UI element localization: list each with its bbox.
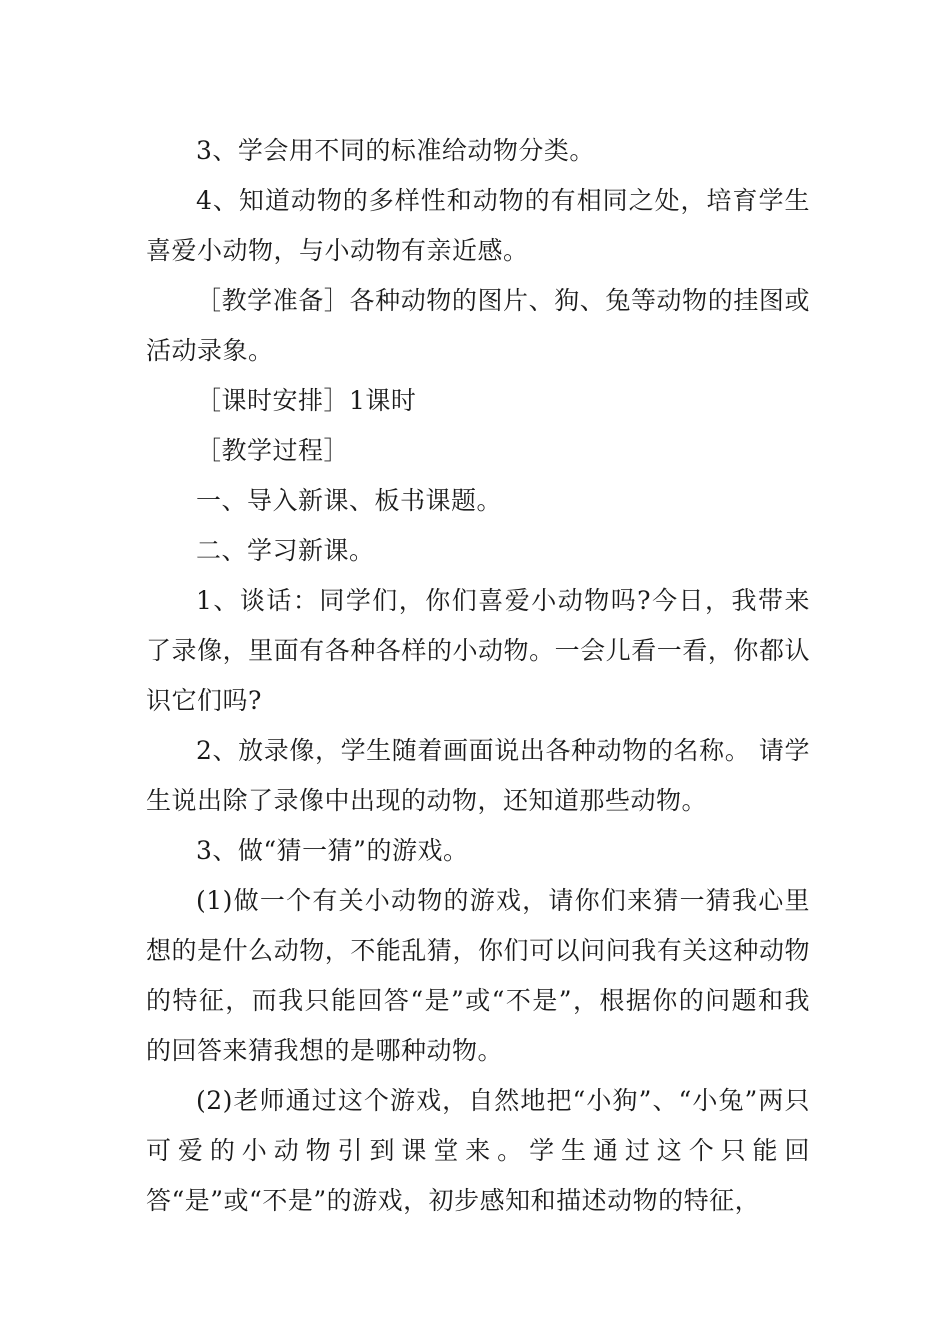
paragraph-teaching-process-heading: ［教学过程］ [196,436,350,465]
document-body [146,126,810,1226]
paragraph-game-2: (2)老师通过这个游戏，自然地把“小狗”、“小兔”两只可爱的小动物引到课堂来。学生通过这个只能回答“是”或“不是”的游戏，初步感知和描述动物的特征， [146,1086,810,1215]
paragraph-step-1: 1、谈话：同学们，你们喜爱小动物吗?今日，我带来了录像，里面有各种各样的小动物。一会儿看一看，你都认识它们吗? [146,586,810,715]
paragraph-goal-3: 3、学会用不同的标准给动物分类。 [196,136,595,165]
paragraph-game-1: (1)做一个有关小动物的游戏，请你们来猜一猜我心里想的是什么动物，不能乱猜，你们可以问问我有关这种动物的特征，而我只能回答“是”或“不是”，根据你的问题和我的回答来猜我想的是哪种动物。 [146,886,810,1065]
paragraph-section-1: 一、导入新课、板书课题。 [196,486,503,515]
paragraph-teaching-preparation: ［教学准备］各种动物的图片、狗、兔等动物的挂图或活动录象。 [146,286,810,365]
paragraph-step-3: 3、做“猜一猜”的游戏。 [196,836,469,865]
paragraph-goal-4: 4、知道动物的多样性和动物的有相同之处，培育学生喜爱小动物，与小动物有亲近感。 [146,186,810,265]
paragraph-section-2: 二、学习新课。 [196,536,375,565]
paragraph-step-2: 2、放录像，学生随着画面说出各种动物的名称。 请学生说出除了录像中出现的动物，还知道那些动物。 [146,736,810,815]
paragraph-class-schedule: ［课时安排］1课时 [196,386,417,415]
